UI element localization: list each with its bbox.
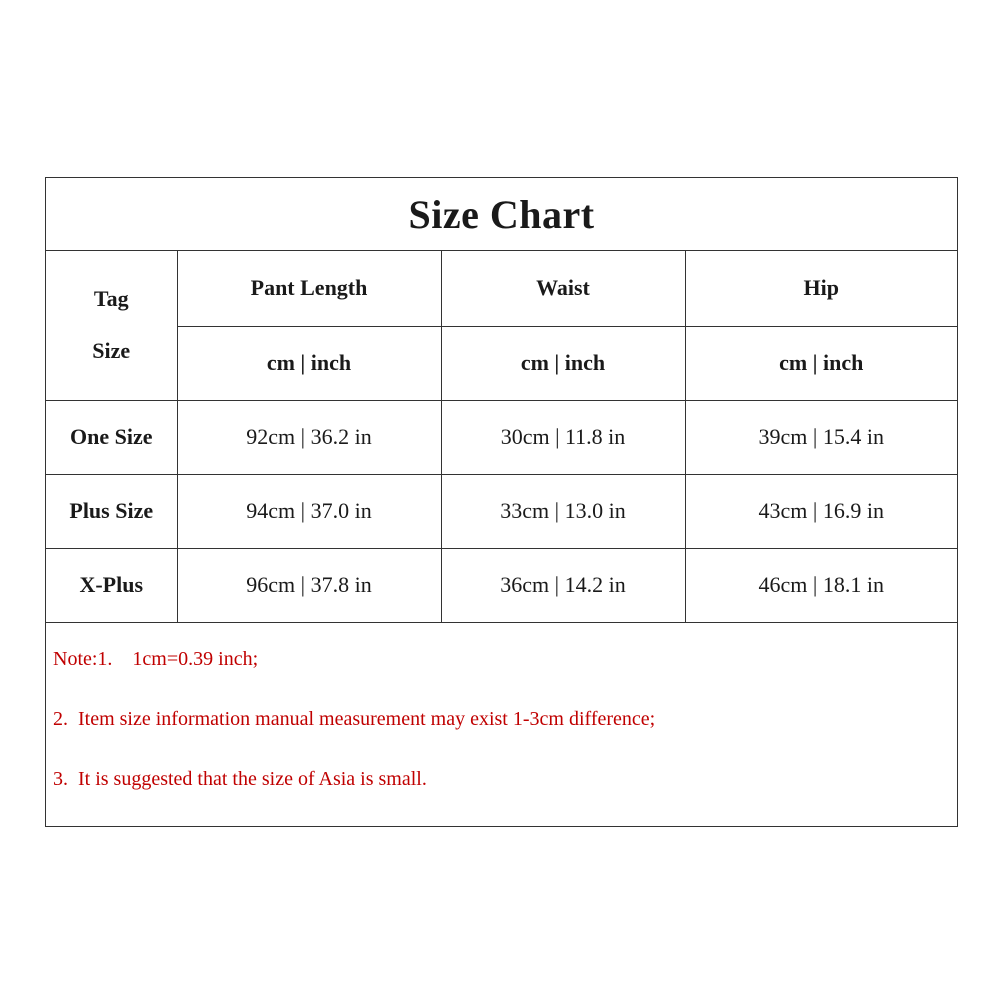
table-cell: 94cm | 37.0 in — [177, 474, 441, 548]
row-label: X-Plus — [46, 548, 177, 622]
note-line: 2. Item size information manual measurement may exist 1-3cm difference; — [53, 708, 656, 730]
table-header-row — [46, 251, 957, 326]
table-cell: 43cm | 16.9 in — [685, 474, 957, 548]
table-unit-row — [46, 326, 957, 400]
tag-size-header — [46, 251, 177, 400]
table-cell: 30cm | 11.8 in — [441, 400, 685, 474]
size-label: Size — [92, 338, 131, 364]
unit-label: cm | inch — [441, 326, 685, 400]
table-row — [46, 400, 957, 474]
size-chart — [45, 177, 958, 827]
tag-label: Tag — [93, 286, 129, 312]
table-row — [46, 474, 957, 548]
size-table — [46, 251, 957, 623]
table-cell: 39cm | 15.4 in — [685, 400, 957, 474]
row-label: Plus Size — [46, 474, 177, 548]
column-header-pant-length: Pant Length — [177, 251, 441, 326]
table-cell: 92cm | 36.2 in — [177, 400, 441, 474]
unit-label: cm | inch — [177, 326, 441, 400]
row-label: One Size — [46, 400, 177, 474]
chart-title: Size Chart — [46, 178, 957, 251]
table-row — [46, 548, 957, 622]
table-cell: 33cm | 13.0 in — [441, 474, 685, 548]
table-cell: 36cm | 14.2 in — [441, 548, 685, 622]
table-cell: 46cm | 18.1 in — [685, 548, 957, 622]
column-header-hip: Hip — [685, 251, 957, 326]
note-line: Note:1. 1cm=0.39 inch; — [53, 648, 259, 670]
column-header-waist: Waist — [441, 251, 685, 326]
note-line: 3. It is suggested that the size of Asia is small. — [53, 768, 427, 790]
table-cell: 96cm | 37.8 in — [177, 548, 441, 622]
unit-label: cm | inch — [685, 326, 957, 400]
